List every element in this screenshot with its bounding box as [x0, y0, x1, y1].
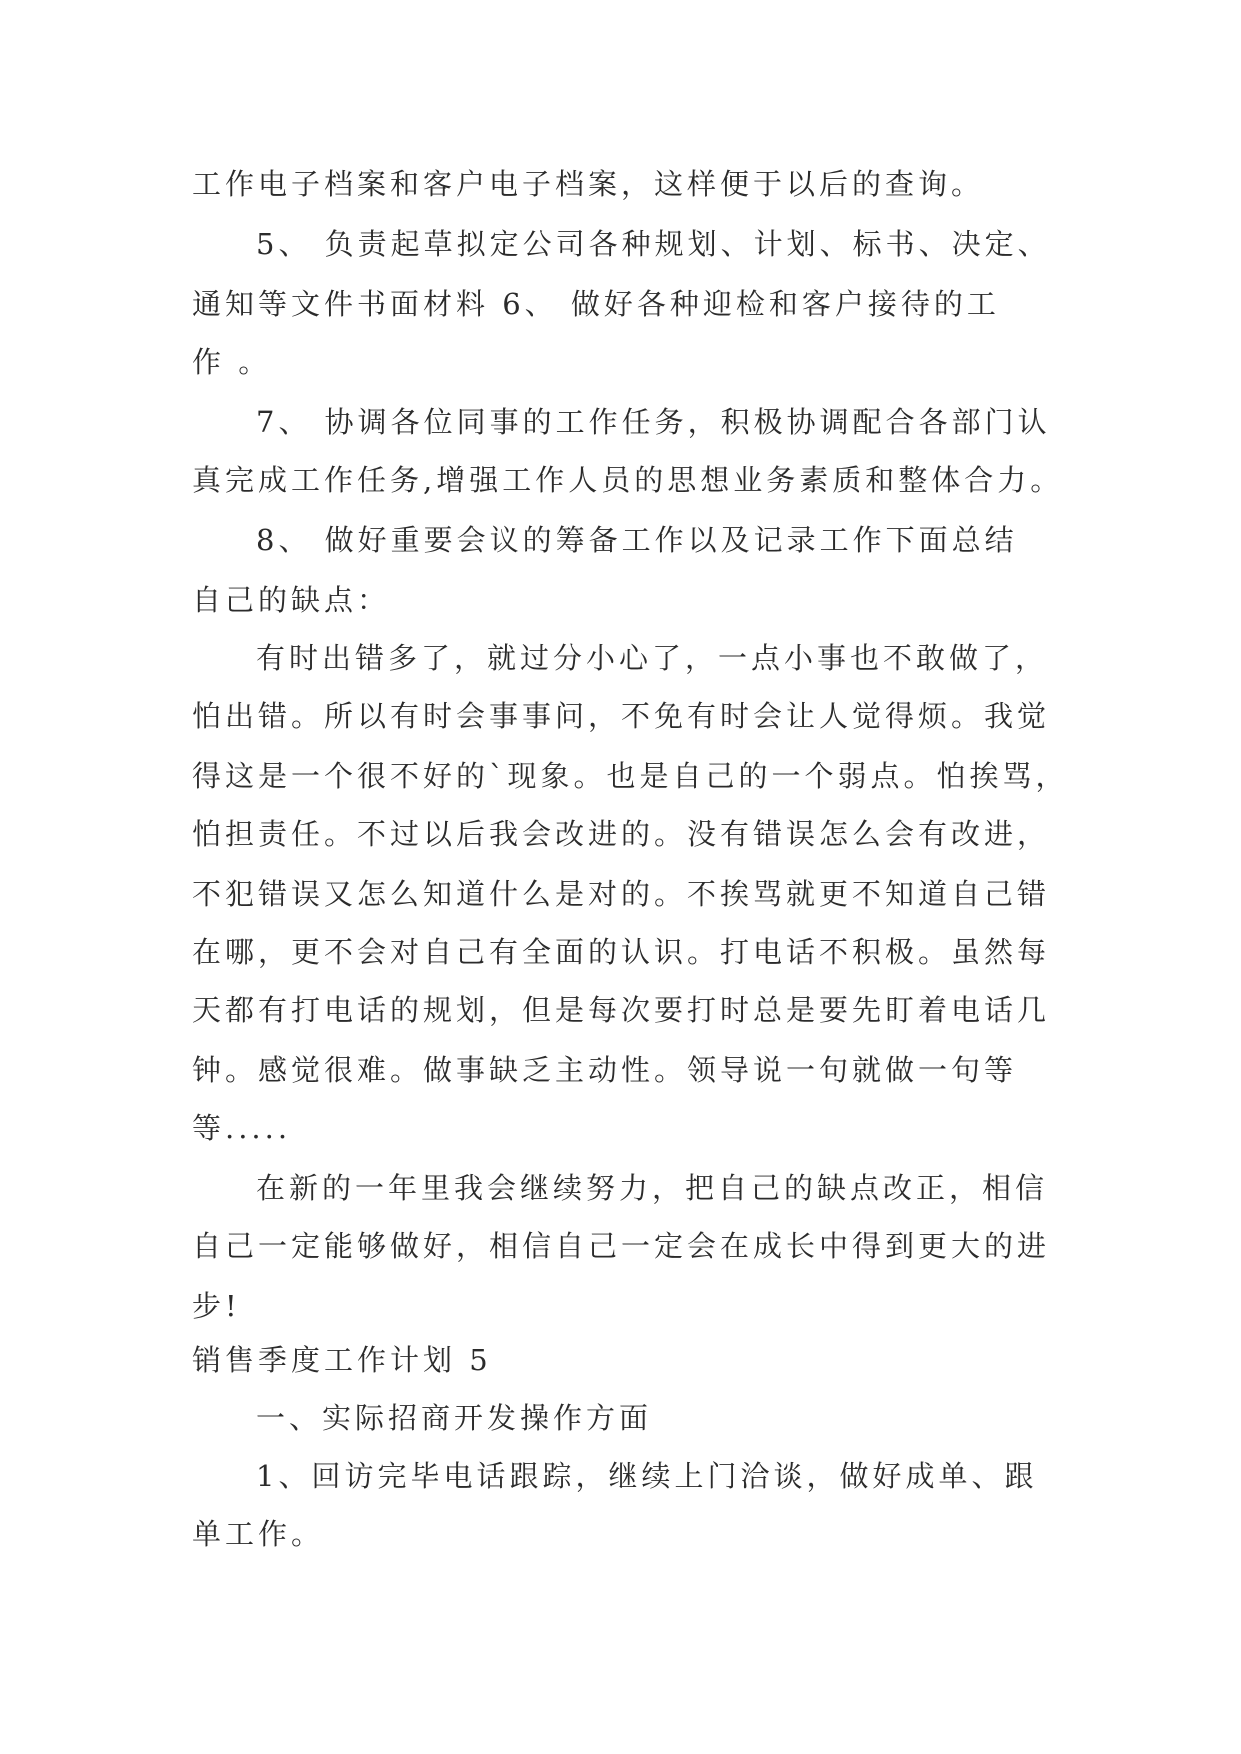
text-line-14: 在哪，更不会对自己有全面的认识。打电话不积极。虽然每 — [192, 935, 1051, 969]
text-line-3: 通知等文件书面材料 6、 做好各种迎检和客户接待的工 — [192, 287, 1000, 321]
text-line-5: 7、 协调各位同事的工作任务，积极协调配合各部门认 — [256, 405, 1051, 439]
text-line-19: 自己一定能够做好，相信自己一定会在成长中得到更大的进 — [192, 1229, 1051, 1263]
text-line-23: 1、回访完毕电话跟踪，继续上门洽谈，做好成单、跟 — [256, 1459, 1038, 1493]
text-line-16: 钟。感觉很难。做事缺乏主动性。领导说一句就做一句等 — [192, 1053, 1018, 1087]
text-line-10: 怕出错。所以有时会事事问，不免有时会让人觉得烦。我觉 — [192, 699, 1051, 733]
text-line-22: 一、实际招商开发操作方面 — [256, 1401, 653, 1435]
text-line-12: 怕担责任。不过以后我会改进的。没有错误怎么会有改进， — [192, 817, 1051, 851]
text-line-18: 在新的一年里我会继续努力，把自己的缺点改正，相信 — [256, 1171, 1049, 1205]
text-line-15: 天都有打电话的规划，但是每次要打时总是要先盯着电话几 — [192, 993, 1051, 1027]
text-line-20: 步! — [192, 1289, 241, 1323]
text-line-2: 5、 负责起草拟定公司各种规划、计划、标书、决定、 — [256, 227, 1051, 261]
text-line-6: 真完成工作任务,增强工作人员的思想业务素质和整体合力。 — [192, 463, 1064, 497]
text-line-11: 得这是一个很不好的`现象。也是自己的一个弱点。怕挨骂， — [192, 759, 1069, 793]
text-line-7: 8、 做好重要会议的筹备工作以及记录工作下面总结 — [256, 523, 1018, 557]
text-line-24: 单工作。 — [192, 1517, 325, 1551]
text-line-8: 自己的缺点： — [192, 583, 391, 617]
text-line-1: 工作电子档案和客户电子档案，这样便于以后的查询。 — [192, 167, 985, 201]
text-line-9: 有时出错多了，就过分小心了，一点小事也不敢做了， — [256, 641, 1049, 675]
text-line-17: 等..... — [192, 1111, 292, 1145]
section-heading: 销售季度工作计划 5 — [192, 1343, 492, 1377]
text-line-4: 作 。 — [192, 345, 272, 379]
text-line-13: 不犯错误又怎么知道什么是对的。不挨骂就更不知道自己错 — [192, 877, 1051, 911]
